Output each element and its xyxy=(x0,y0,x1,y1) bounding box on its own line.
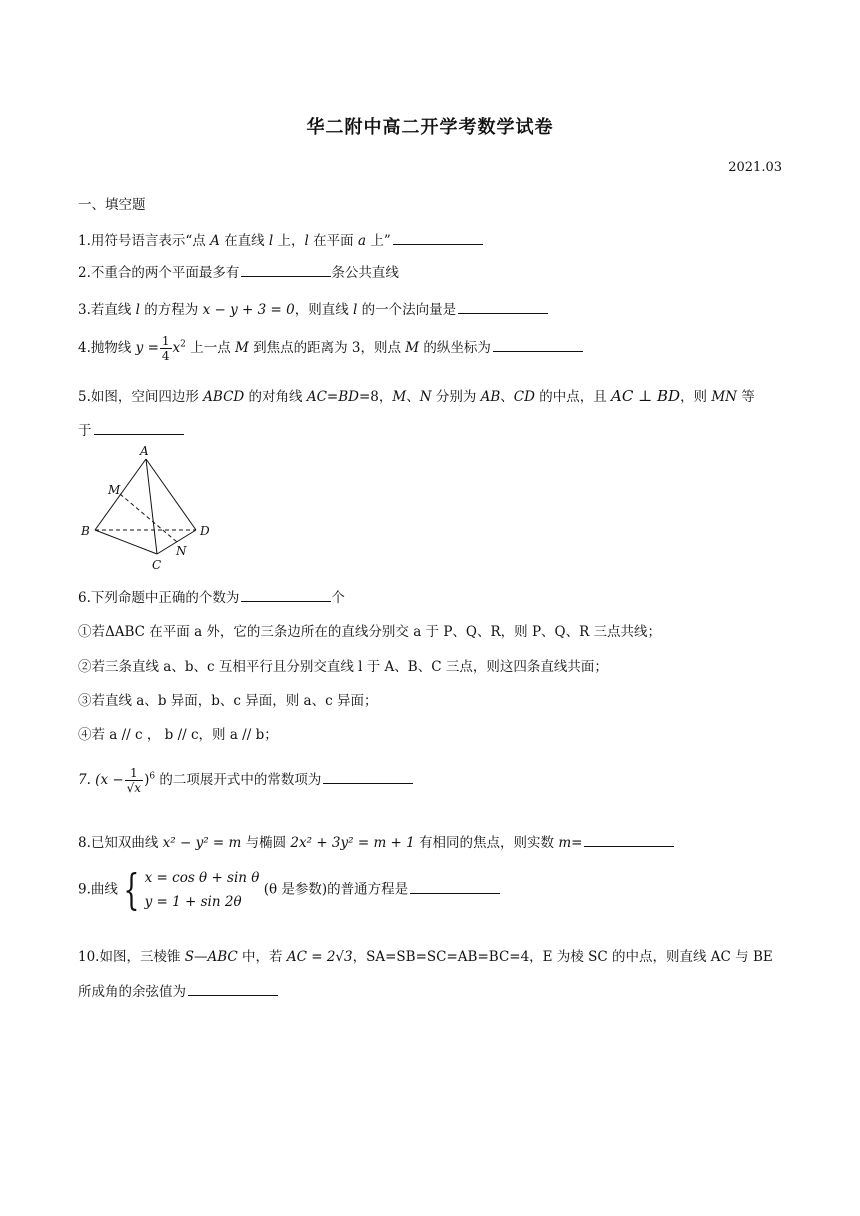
q8-hyperbola: x² − y² = m xyxy=(162,835,242,851)
answer-blank[interactable] xyxy=(188,994,278,996)
q1-plane: a xyxy=(357,233,367,249)
q7-denominator: √x xyxy=(126,781,142,795)
q4-text: 到焦点的距离为 3，则点 xyxy=(248,340,406,356)
answer-blank[interactable] xyxy=(493,350,583,352)
answer-blank[interactable] xyxy=(94,433,184,435)
q4-text: 上一点 xyxy=(185,340,235,356)
exam-date: 2021.03 xyxy=(728,160,782,175)
q5-text: =8， xyxy=(358,389,393,405)
q10-pyramid: S—ABC xyxy=(184,949,238,965)
question-6 xyxy=(78,586,345,606)
answer-blank[interactable] xyxy=(458,312,548,314)
q3-line: l xyxy=(353,302,358,318)
q7-expr: ) xyxy=(144,772,150,788)
q5-segment: CD xyxy=(513,389,535,405)
label-C: C xyxy=(152,558,162,572)
answer-blank[interactable] xyxy=(241,600,331,602)
question-4 xyxy=(78,334,583,363)
tetrahedron-figure xyxy=(78,442,228,577)
q3-text: 的一个法向量是 xyxy=(357,302,457,318)
q10-text: ，SA=SB=SC=AB=BC=4，E 为棱 SC 的中点，则直线 AC 与 BE xyxy=(352,949,773,965)
q3-text: 3.若直线 xyxy=(78,302,136,318)
answer-blank[interactable] xyxy=(584,845,674,847)
q8-text: 有相同的焦点，则实数 xyxy=(414,835,559,851)
q5-text: 的对角线 xyxy=(244,389,307,405)
question-2 xyxy=(78,261,399,281)
page-title: 华二附中高二开学考数学试卷 xyxy=(306,117,554,138)
label-M: M xyxy=(108,483,121,497)
q6-statement-2: ②若三条直线 a、b、c 互相平行且分别交直线 l 于 A、B、C 三点，则这四条直线共面； xyxy=(78,659,608,675)
q5-text: 5.如图，空间四边形 xyxy=(78,389,204,405)
q1-text: 1.用符号语言表示“点 xyxy=(78,233,211,249)
q5-point: N xyxy=(419,389,432,405)
q4-denominator: 4 xyxy=(161,349,170,363)
q5-text: 于 xyxy=(78,423,92,439)
q1-text: 上” xyxy=(366,233,391,249)
q10-text: 所成角的余弦值为 xyxy=(78,984,186,1000)
question-7 xyxy=(78,766,413,795)
q5-text: 分别为 xyxy=(431,389,481,405)
q7-expr: 7. (x − xyxy=(78,772,124,788)
q9-system xyxy=(145,866,260,914)
q2-text: 2.不重合的两个平面最多有 xyxy=(78,265,240,281)
question-10 xyxy=(78,945,773,965)
q4-fraction xyxy=(160,334,172,363)
q6-statement-4: ④若 a // c ， b // c，则 a // b； xyxy=(78,727,278,743)
q5-text: 等 xyxy=(737,389,755,405)
q4-point: M xyxy=(235,340,249,356)
q5-perp: AC ⊥ BD xyxy=(611,387,681,405)
q8-text: 8.已知双曲线 xyxy=(78,835,163,851)
q5-text: ，则 xyxy=(680,389,712,405)
q1-text: 上， xyxy=(273,233,305,249)
q8-text: 与椭圆 xyxy=(241,835,291,851)
q10-text: 10.如图，三棱锥 xyxy=(78,949,185,965)
answer-blank[interactable] xyxy=(410,892,500,894)
q4-point: M xyxy=(405,340,420,356)
label-B: B xyxy=(81,524,90,538)
question-1 xyxy=(78,229,483,249)
q8-var: m xyxy=(558,835,572,851)
q3-text: ，则直线 xyxy=(294,302,353,318)
question-10-cont xyxy=(78,980,278,1000)
q4-numerator: 1 xyxy=(161,334,170,348)
q4-x: x xyxy=(172,340,181,356)
q3-line: l xyxy=(135,302,140,318)
brace: { xyxy=(123,865,140,914)
q5-segment: MN xyxy=(711,389,737,405)
q2-text: 条公共直线 xyxy=(331,265,399,281)
q5-quad: ABCD xyxy=(203,389,245,405)
q5-text: 、 xyxy=(406,389,420,405)
q8-ellipse: 2x² + 3y² = m + 1 xyxy=(290,835,415,851)
section-heading: 一、填空题 xyxy=(78,197,146,213)
label-A: A xyxy=(140,444,149,458)
label-D: D xyxy=(200,524,210,538)
q4-text: 4.抛物线 xyxy=(78,340,136,356)
q5-eq: AC=BD xyxy=(306,389,359,405)
q6-text: 个 xyxy=(331,590,345,606)
q1-line: l xyxy=(304,233,309,249)
q6-statement-3: ③若直线 a、b 异面，b、c 异面，则 a、c 异面； xyxy=(78,693,378,709)
q1-text: 在直线 xyxy=(219,233,269,249)
q4-lhs: y = xyxy=(135,340,159,356)
answer-blank[interactable] xyxy=(393,243,483,245)
question-9 xyxy=(78,866,500,914)
q4-exponent: 2 xyxy=(180,339,186,350)
q5-segment: AB xyxy=(480,389,501,405)
question-3 xyxy=(78,298,548,318)
q9-text: (θ 是参数)的普通方程是 xyxy=(259,881,409,898)
q8-text: = xyxy=(571,835,583,851)
q7-fraction xyxy=(125,766,143,795)
answer-blank[interactable] xyxy=(241,275,331,277)
q9-row-2: y = 1 + sin 2θ xyxy=(144,894,242,910)
q1-text: 在平面 xyxy=(308,233,358,249)
q10-text: 中，若 xyxy=(237,949,287,965)
question-8 xyxy=(78,831,674,851)
q7-text: 的二项展开式中的常数项为 xyxy=(155,772,322,788)
q9-text: 9.曲线 xyxy=(78,881,118,898)
q4-text: 的纵坐标为 xyxy=(419,340,491,356)
q3-text: 的方程为 xyxy=(140,302,203,318)
q7-exponent: 6 xyxy=(149,771,156,782)
q5-text: 的中点，且 xyxy=(534,389,612,405)
q6-statement-1: ①若ΔABC 在平面 a 外，它的三条边所在的直线分别交 a 于 P、Q、R，则 P、Q、R 三点共线； xyxy=(78,624,662,640)
q5-point: M xyxy=(392,389,407,405)
q7-numerator: 1 xyxy=(125,766,143,781)
q5-text: 、 xyxy=(500,389,514,405)
question-5 xyxy=(78,385,755,405)
question-5-cont xyxy=(78,419,184,439)
q9-row-1: x = cos θ + sin θ xyxy=(144,870,260,886)
label-N: N xyxy=(176,544,187,558)
q3-equation: x − y + 3 = 0 xyxy=(202,302,295,318)
q10-eq: AC = 2√3 xyxy=(286,949,353,965)
answer-blank[interactable] xyxy=(323,782,413,784)
q1-point: A xyxy=(210,233,220,249)
q1-line: l xyxy=(268,233,274,249)
q6-text: 6.下列命题中正确的个数为 xyxy=(78,590,240,606)
